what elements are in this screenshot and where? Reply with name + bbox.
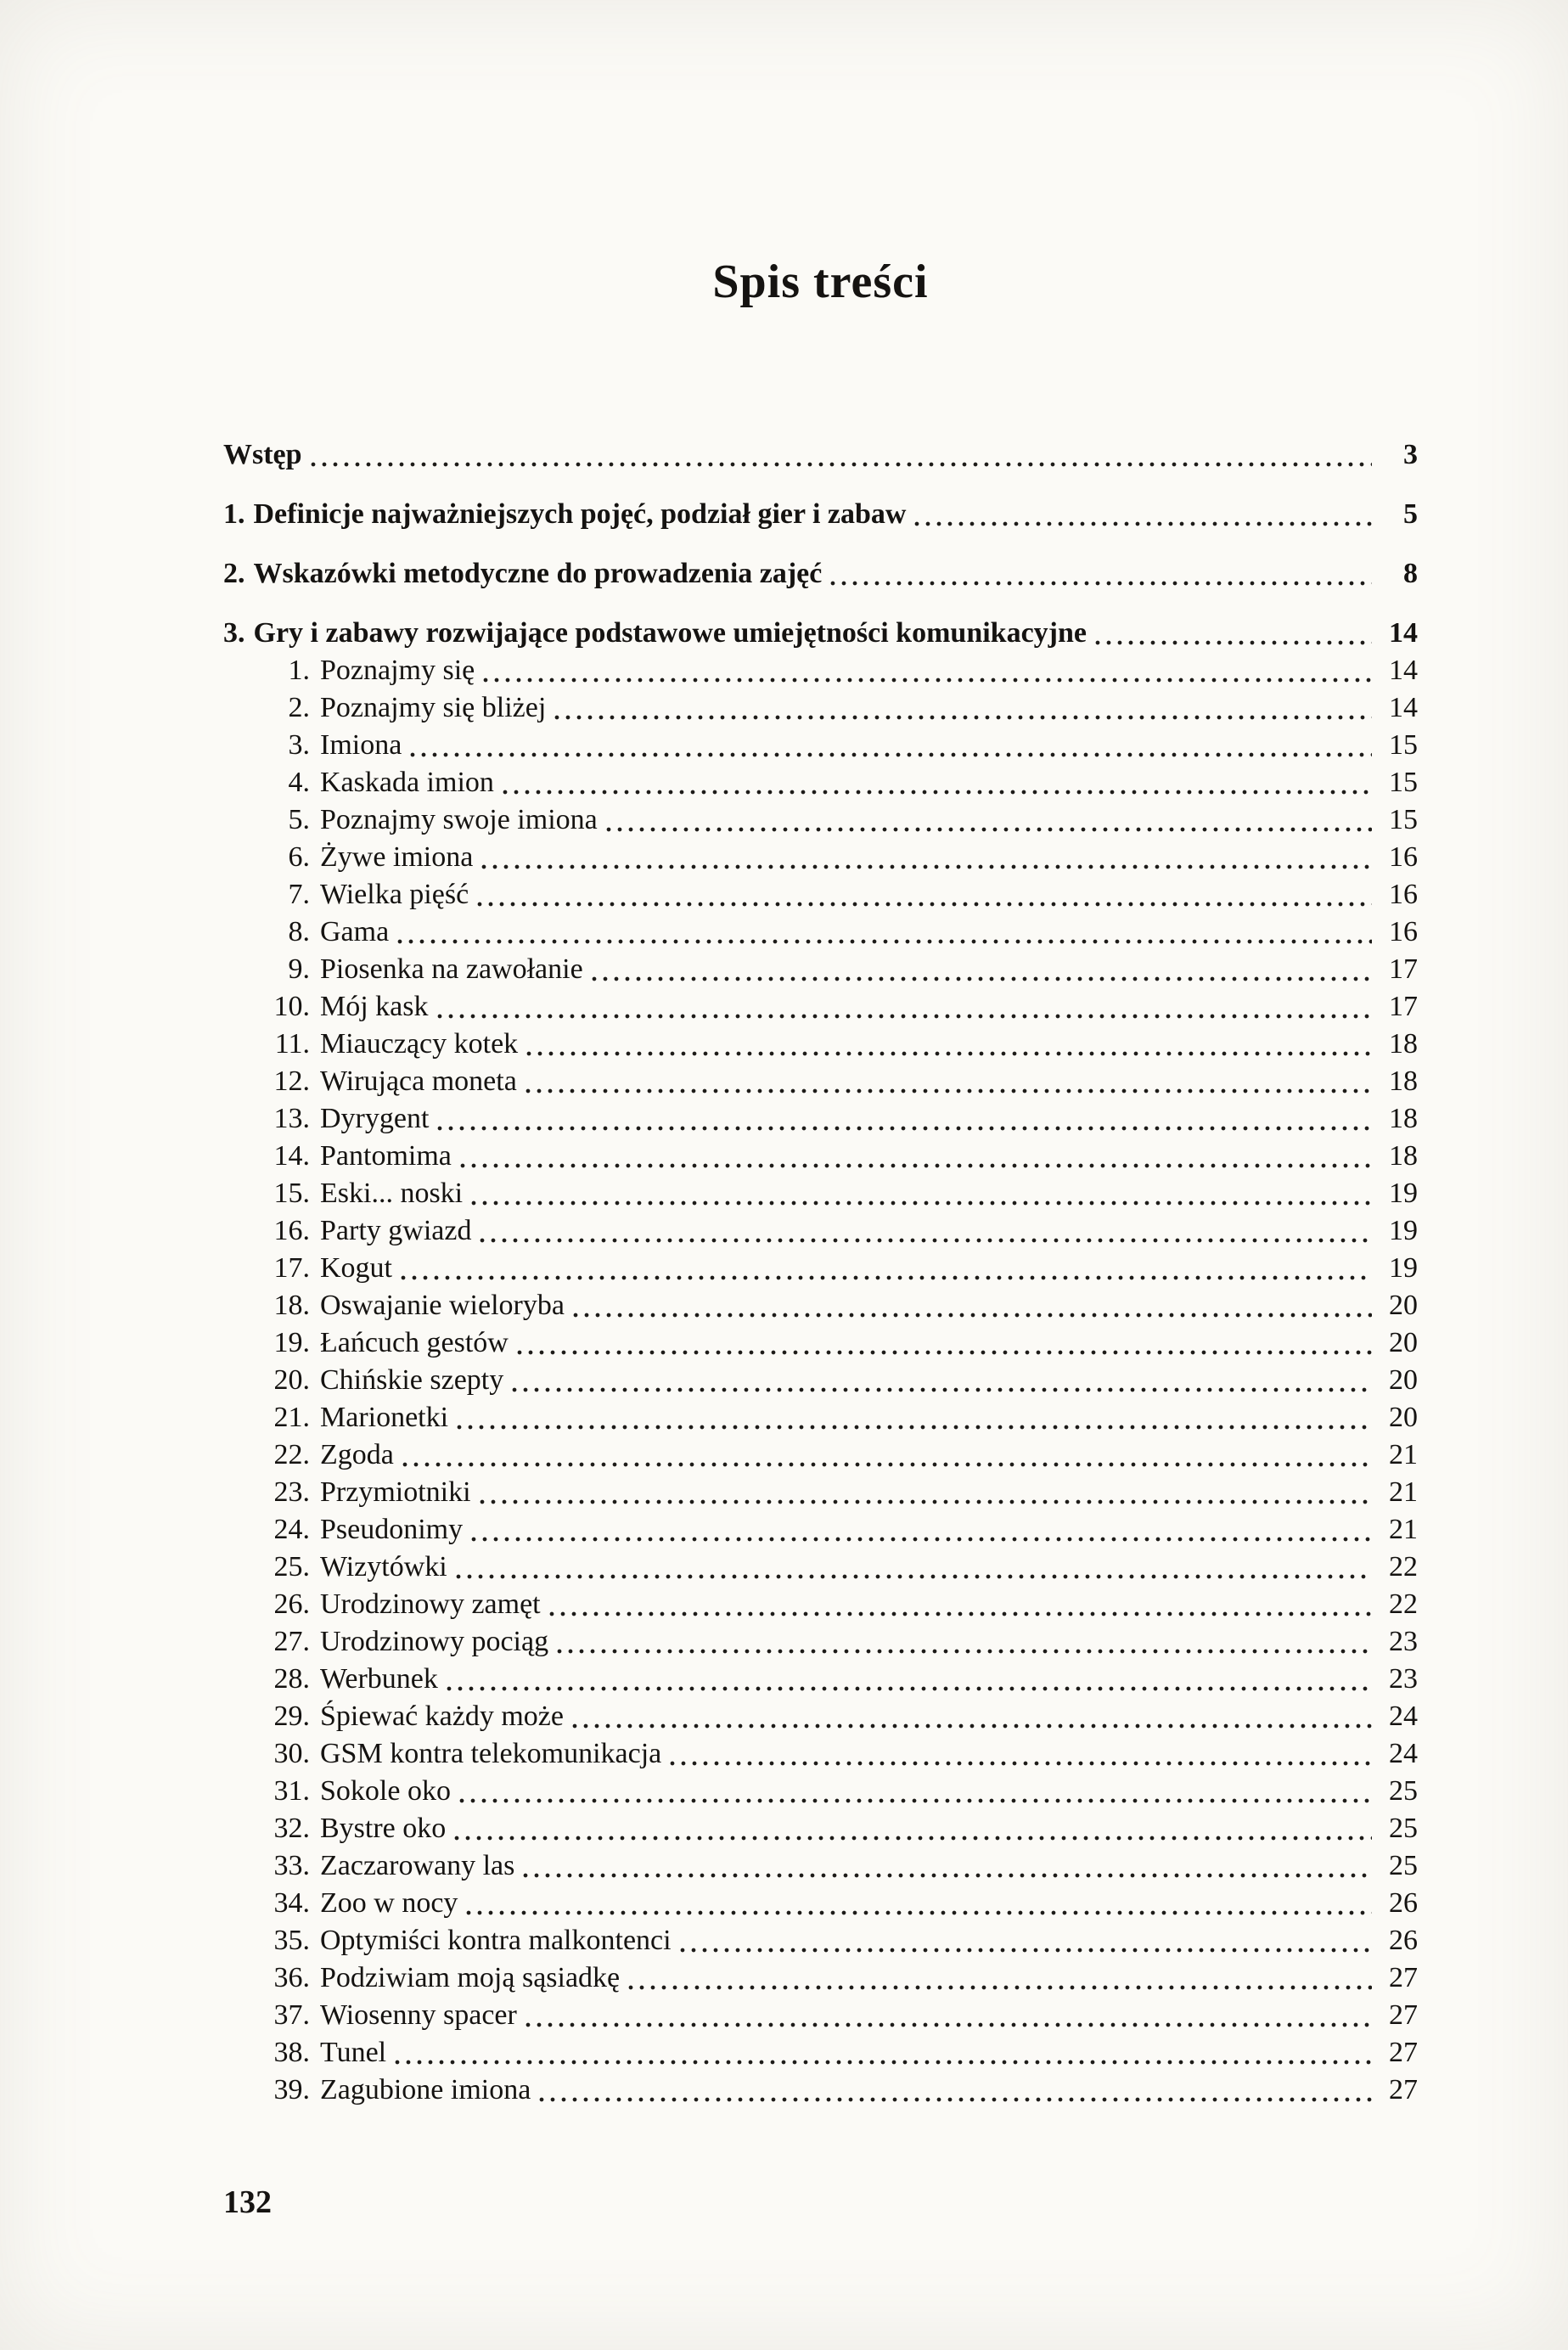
toc-leader-dots: [914, 516, 1372, 526]
toc-leader-dots: [830, 576, 1372, 586]
toc-leader-dots: [471, 1195, 1372, 1206]
toc-leader-dots: [437, 1009, 1373, 1019]
toc-entry-label: Podziwiam moją sąsiadkę: [320, 1962, 621, 1993]
toc-row: [223, 1026, 1418, 1063]
toc-entry-label: Gry i zabawy rozwijające podstawowe umiejętności komunikacyjne: [253, 617, 1087, 649]
toc-page-number: 3: [1403, 439, 1418, 470]
toc-entry-number: 23.: [273, 1476, 310, 1508]
toc-page-number: 22: [1389, 1551, 1418, 1583]
toc-entry-label: Przymiotniki: [320, 1476, 471, 1508]
toc-row: [223, 988, 1418, 1026]
toc-entry-label: Chińskie szepty: [320, 1364, 504, 1396]
toc-entry-label: Poznajmy się bliżej: [320, 692, 547, 723]
toc-entry-label: Werbunek: [320, 1663, 438, 1695]
toc-entry-label: Mój kask: [320, 991, 429, 1022]
toc-entry-number: 22.: [273, 1439, 310, 1470]
toc-leader-dots: [460, 1158, 1372, 1168]
toc-entry-label: Definicje najważniejszych pojęć, podział gier i zabaw: [253, 498, 907, 530]
toc-entry-number: 32.: [273, 1813, 310, 1844]
toc-row: [223, 2072, 1418, 2109]
toc-row: [223, 801, 1418, 839]
toc-leader-dots: [628, 1980, 1372, 1990]
toc-page-number: 18: [1389, 1103, 1418, 1134]
toc-leader-dots: [606, 822, 1372, 832]
toc-leader-dots: [480, 1494, 1372, 1504]
toc-leader-dots: [459, 1793, 1372, 1803]
toc-row: [223, 2034, 1418, 2072]
toc-row: [223, 1511, 1418, 1549]
toc-entry-label: Urodzinowy pociąg: [320, 1626, 549, 1657]
toc-entry-label: Żywe imiona: [320, 841, 474, 873]
toc-page-number: 14: [1389, 617, 1418, 649]
toc-page-number: 20: [1389, 1327, 1418, 1358]
toc-entry-number: 26.: [273, 1588, 310, 1620]
toc-entry-number: 33.: [273, 1850, 310, 1881]
toc-page-number: 21: [1389, 1439, 1418, 1470]
toc-entry-number: 38.: [273, 2037, 310, 2068]
toc-entry-number: 2.: [288, 692, 310, 723]
toc-page-number: 20: [1389, 1402, 1418, 1433]
toc-page-number: 18: [1389, 1140, 1418, 1172]
toc-page-number: 17: [1389, 953, 1418, 985]
toc-entry-number: 8.: [288, 916, 310, 947]
toc-entry-label: Zoo w nocy: [320, 1887, 458, 1919]
toc-row: [223, 1175, 1418, 1212]
toc-entry-number: 5.: [288, 804, 310, 835]
toc-row: [223, 1474, 1418, 1511]
toc-page-number: 18: [1389, 1028, 1418, 1060]
toc-row: [223, 1063, 1418, 1100]
toc-row: [223, 1997, 1418, 2034]
toc-row: [223, 1623, 1418, 1661]
toc-leader-dots: [397, 934, 1372, 944]
toc-page-number: 15: [1389, 729, 1418, 761]
toc-leader-dots: [549, 1606, 1372, 1616]
toc-entry-label: Tunel: [320, 2037, 387, 2068]
toc-row: [223, 1362, 1418, 1399]
table-of-contents: [223, 436, 1418, 2109]
toc-entry-label: Wstęp: [223, 439, 302, 470]
toc-leader-dots: [402, 1457, 1372, 1467]
toc-page-number: 24: [1389, 1701, 1418, 1732]
toc-entry-label: Zgoda: [320, 1439, 394, 1470]
toc-entry-number: 15.: [273, 1178, 310, 1209]
toc-row: [223, 652, 1418, 689]
toc-row: [223, 1212, 1418, 1250]
toc-row: [223, 1959, 1418, 1997]
toc-entry-number: 2.: [223, 558, 245, 589]
toc-entry-label: Wiosenny spacer: [320, 1999, 517, 2031]
toc-entry-label: Miauczący kotek: [320, 1028, 519, 1060]
toc-entry-number: 3.: [288, 729, 310, 761]
toc-leader-dots: [592, 971, 1372, 981]
toc-page-number: 19: [1389, 1252, 1418, 1284]
toc-entry-label: Zaczarowany las: [320, 1850, 515, 1881]
toc-row: [223, 1138, 1418, 1175]
toc-entry-number: 35.: [273, 1925, 310, 1956]
toc-entry-label: Pantomima: [320, 1140, 452, 1172]
toc-leader-dots: [525, 2017, 1372, 2027]
toc-page-number: 16: [1389, 879, 1418, 910]
footer-page-number: 132: [223, 2184, 272, 2220]
toc-entry-number: 3.: [223, 617, 245, 649]
toc-leader-dots: [456, 1569, 1372, 1579]
toc-leader-dots: [1095, 635, 1372, 645]
toc-row: [223, 727, 1418, 764]
toc-entry-number: 11.: [274, 1028, 310, 1060]
toc-entry-label: Pseudonimy: [320, 1514, 464, 1545]
toc-page-number: 15: [1389, 804, 1418, 835]
toc-leader-dots: [512, 1382, 1372, 1392]
toc-page-number: 14: [1389, 655, 1418, 686]
toc-entry-number: 28.: [273, 1663, 310, 1695]
toc-entry-label: Łańcuch gestów: [320, 1327, 509, 1358]
toc-page-number: 17: [1389, 991, 1418, 1022]
toc-leader-dots: [466, 1905, 1372, 1915]
toc-leader-dots: [477, 897, 1372, 907]
toc-page-number: 21: [1389, 1476, 1418, 1508]
toc-entry-number: 10.: [273, 991, 310, 1022]
toc-leader-dots: [454, 1830, 1372, 1841]
toc-entry-number: 27.: [273, 1626, 310, 1657]
toc-leader-dots: [471, 1532, 1372, 1542]
toc-entry-number: 36.: [273, 1962, 310, 1993]
toc-entry-label: Marionetki: [320, 1402, 449, 1433]
toc-page-number: 8: [1403, 558, 1418, 589]
toc-row: [223, 1847, 1418, 1885]
toc-page-number: 16: [1389, 916, 1418, 947]
toc-leader-dots: [480, 1233, 1372, 1243]
toc-entry-number: 9.: [288, 953, 310, 985]
toc-leader-dots: [410, 747, 1372, 757]
toc-entry-number: 1.: [288, 655, 310, 686]
toc-page-number: 27: [1389, 2037, 1418, 2068]
toc-entry-number: 39.: [273, 2074, 310, 2105]
toc-page-number: 20: [1389, 1364, 1418, 1396]
toc-page-number: 24: [1389, 1738, 1418, 1769]
toc-leader-dots: [557, 1644, 1372, 1654]
toc-page-number: 23: [1389, 1663, 1418, 1695]
toc-entry-number: 24.: [273, 1514, 310, 1545]
toc-page-number: 25: [1389, 1775, 1418, 1807]
toc-page-number: 25: [1389, 1813, 1418, 1844]
toc-leader-dots: [481, 859, 1372, 869]
toc-entry-number: 13.: [273, 1103, 310, 1134]
toc-page-number: 15: [1389, 767, 1418, 798]
toc-row: [223, 496, 1418, 533]
toc-entry-label: Wizytówki: [320, 1551, 447, 1583]
toc-page-number: 19: [1389, 1215, 1418, 1246]
toc-row: [223, 1810, 1418, 1847]
toc-entry-number: 4.: [288, 767, 310, 798]
toc-row: [223, 1250, 1418, 1287]
toc-row: [223, 555, 1418, 593]
toc-entry-label: Piosenka na zawołanie: [320, 953, 583, 985]
toc-leader-dots: [554, 710, 1372, 720]
toc-leader-dots: [437, 1121, 1372, 1131]
toc-page-number: 25: [1389, 1850, 1418, 1881]
toc-row: [223, 1287, 1418, 1324]
toc-entry-number: 30.: [273, 1738, 310, 1769]
toc-entry-number: 6.: [288, 841, 310, 873]
toc-entry-label: Optymiści kontra malkontenci: [320, 1925, 672, 1956]
toc-leader-dots: [447, 1681, 1372, 1691]
toc-leader-dots: [517, 1345, 1372, 1355]
toc-entry-number: 34.: [273, 1887, 310, 1919]
toc-row: [223, 839, 1418, 876]
toc-page-number: 16: [1389, 841, 1418, 873]
page-content: [223, 0, 1418, 2221]
toc-leader-dots: [395, 2055, 1372, 2065]
toc-entry-label: Poznajmy się: [320, 655, 475, 686]
toc-row: [223, 1661, 1418, 1698]
toc-page-number: 20: [1389, 1290, 1418, 1321]
toc-leader-dots: [539, 2092, 1372, 2102]
toc-entry-label: Wskazówki metodyczne do prowadzenia zajęć: [253, 558, 823, 589]
toc-row: [223, 1922, 1418, 1959]
toc-row: [223, 1586, 1418, 1623]
toc-leader-dots: [457, 1420, 1372, 1430]
toc-entry-label: GSM kontra telekomunikacja: [320, 1738, 662, 1769]
toc-row: [223, 1324, 1418, 1362]
toc-page-number: 5: [1403, 498, 1418, 530]
toc-entry-label: Wielka pięść: [320, 879, 469, 910]
toc-page-number: 19: [1389, 1178, 1418, 1209]
toc-entry-label: Gama: [320, 916, 390, 947]
toc-leader-dots: [401, 1270, 1372, 1280]
toc-entry-label: Sokole oko: [320, 1775, 451, 1807]
toc-page-number: 26: [1389, 1887, 1418, 1919]
toc-page-number: 27: [1389, 1962, 1418, 1993]
toc-entry-number: 12.: [273, 1065, 310, 1097]
toc-entry-label: Urodzinowy zamęt: [320, 1588, 541, 1620]
toc-leader-dots: [526, 1046, 1372, 1056]
toc-leader-dots: [572, 1718, 1372, 1729]
toc-row: [223, 951, 1418, 988]
toc-row: [223, 1436, 1418, 1474]
toc-row: [223, 1885, 1418, 1922]
toc-entry-label: Eski... noski: [320, 1178, 464, 1209]
toc-row: [223, 689, 1418, 727]
toc-row: [223, 436, 1418, 474]
toc-entry-label: Party gwiazd: [320, 1215, 472, 1246]
page-title: Spis treści: [712, 256, 929, 308]
toc-entry-number: 18.: [273, 1290, 310, 1321]
toc-leader-dots: [680, 1942, 1372, 1953]
toc-page-number: 26: [1389, 1925, 1418, 1956]
toc-entry-number: 37.: [273, 1999, 310, 2031]
toc-row: [223, 1773, 1418, 1810]
toc-entry-label: Bystre oko: [320, 1813, 447, 1844]
toc-entry-label: Kogut: [320, 1252, 392, 1284]
toc-page-number: 22: [1389, 1588, 1418, 1620]
toc-row: [223, 1100, 1418, 1138]
toc-row: [223, 1549, 1418, 1586]
toc-entry-number: 29.: [273, 1701, 310, 1732]
toc-entry-number: 21.: [273, 1402, 310, 1433]
toc-entry-number: 31.: [273, 1775, 310, 1807]
toc-leader-dots: [525, 1083, 1372, 1093]
toc-leader-dots: [503, 784, 1372, 795]
toc-entry-label: Poznajmy swoje imiona: [320, 804, 598, 835]
toc-row: [223, 1698, 1418, 1735]
toc-page-number: 21: [1389, 1514, 1418, 1545]
toc-row: [223, 1399, 1418, 1436]
toc-row: [223, 764, 1418, 801]
toc-leader-dots: [523, 1868, 1372, 1878]
toc-leader-dots: [483, 672, 1372, 683]
toc-page-number: 18: [1389, 1065, 1418, 1097]
toc-page-number: 23: [1389, 1626, 1418, 1657]
toc-entry-number: 14.: [273, 1140, 310, 1172]
toc-entry-number: 25.: [273, 1551, 310, 1583]
toc-entry-number: 16.: [273, 1215, 310, 1246]
toc-row: [223, 1735, 1418, 1773]
toc-entry-label: Wirująca moneta: [320, 1065, 517, 1097]
toc-row: [223, 876, 1418, 914]
toc-page-number: 27: [1389, 2074, 1418, 2105]
toc-entry-label: Śpiewać każdy może: [320, 1701, 564, 1732]
toc-row: [223, 914, 1418, 951]
toc-entry-number: 7.: [288, 879, 310, 910]
toc-entry-label: Imiona: [320, 729, 402, 761]
toc-entry-number: 20.: [273, 1364, 310, 1396]
toc-entry-label: Kaskada imion: [320, 767, 494, 798]
toc-row: [223, 615, 1418, 652]
toc-leader-dots: [573, 1307, 1372, 1318]
toc-entry-label: Dyrygent: [320, 1103, 430, 1134]
toc-entry-number: 1.: [223, 498, 245, 530]
toc-page-number: 14: [1389, 692, 1418, 723]
toc-leader-dots: [311, 457, 1372, 467]
toc-page-number: 27: [1389, 1999, 1418, 2031]
toc-entry-number: 19.: [273, 1327, 310, 1358]
toc-entry-label: Oswajanie wieloryba: [320, 1290, 565, 1321]
toc-entry-label: Zagubione imiona: [320, 2074, 531, 2105]
toc-entry-number: 17.: [273, 1252, 310, 1284]
toc-leader-dots: [670, 1756, 1372, 1766]
